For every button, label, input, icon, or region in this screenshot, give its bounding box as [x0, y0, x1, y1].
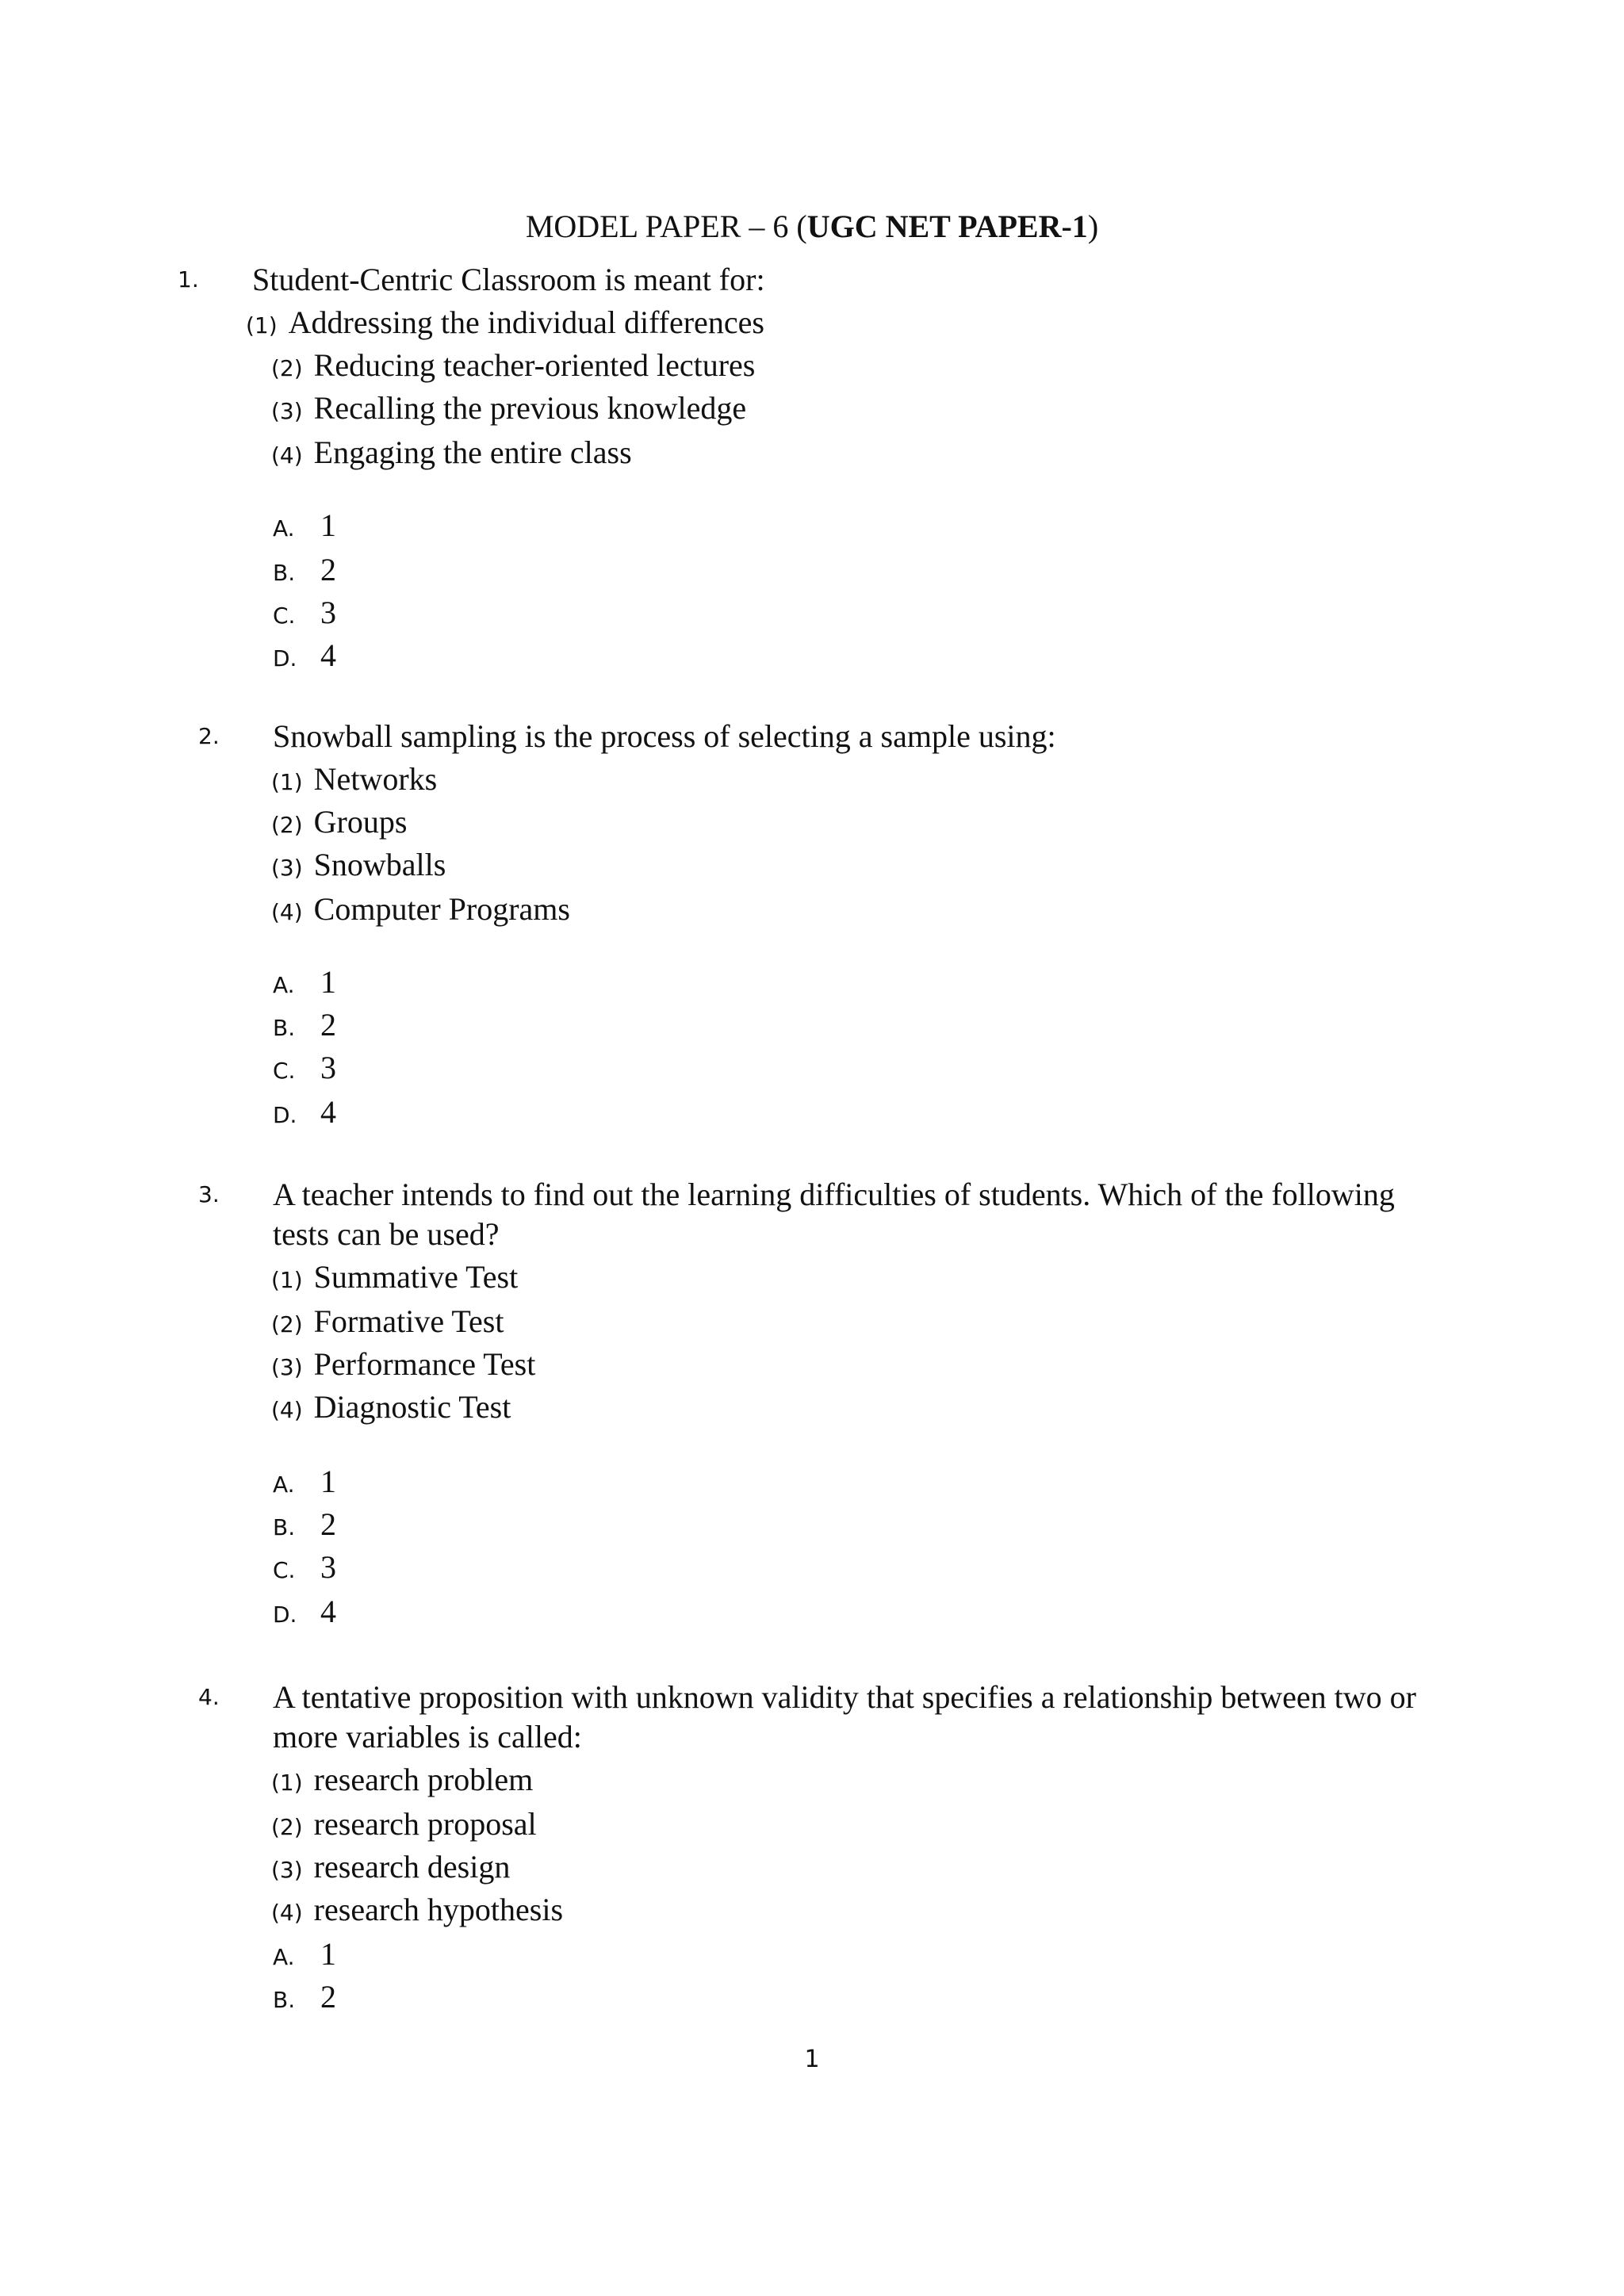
- answer-choice: [273, 504, 336, 550]
- answer-label: C.: [273, 603, 296, 629]
- answer-choice: [273, 591, 336, 637]
- answer-text: 4: [320, 637, 336, 673]
- option-text: research proposal: [313, 1806, 537, 1842]
- option: [271, 801, 407, 847]
- answer-choice: [273, 1590, 336, 1636]
- title-suffix: ): [1087, 209, 1099, 244]
- answer-text: 3: [320, 1549, 336, 1585]
- option: [271, 1386, 511, 1432]
- option-label: (3): [271, 1354, 303, 1380]
- option-text: research problem: [313, 1762, 534, 1797]
- answer-text: 3: [320, 1050, 336, 1085]
- option: [246, 301, 764, 347]
- answer-text: 2: [320, 552, 336, 587]
- title-prefix: MODEL PAPER – 6 (: [525, 209, 807, 244]
- question-text: tests can be used?: [273, 1216, 500, 1252]
- question-text: A teacher intends to find out the learning difficulties of students. Which of the following: [273, 1177, 1395, 1212]
- answer-label: A.: [273, 515, 295, 541]
- question-text: Student-Centric Classroom is meant for:: [252, 262, 765, 297]
- answer-label: B.: [273, 1514, 296, 1540]
- option: [271, 1343, 535, 1389]
- option-label: (2): [271, 355, 303, 381]
- answer-text: 1: [320, 507, 336, 543]
- option: [271, 1803, 537, 1849]
- option-label: (4): [271, 1900, 303, 1926]
- answer-label: B.: [273, 560, 296, 586]
- option: [271, 758, 437, 804]
- question-text: A tentative proposition with unknown validity that specifies a relationship between two or: [273, 1679, 1416, 1715]
- option: [271, 431, 632, 477]
- answer-text: 1: [320, 964, 336, 1000]
- option-text: Formative Test: [313, 1303, 504, 1339]
- option-text: Computer Programs: [313, 891, 570, 927]
- option-text: Addressing the individual differences: [288, 304, 764, 340]
- title-bold: UGC NET PAPER-1: [806, 209, 1088, 244]
- answer-label: A.: [273, 972, 295, 998]
- answer-label: A.: [273, 1471, 295, 1498]
- question-text: more variables is called:: [273, 1719, 582, 1755]
- option: [271, 1758, 533, 1804]
- option: [271, 1888, 563, 1934]
- answer-text: 1: [320, 1464, 336, 1499]
- option-text: research design: [313, 1849, 511, 1885]
- answer-text: 2: [320, 1506, 336, 1542]
- option-text: research hypothesis: [313, 1892, 564, 1927]
- option-label: (4): [271, 442, 303, 469]
- option-label: (1): [271, 1770, 303, 1796]
- page-number: 1: [804, 2045, 820, 2073]
- answer-label: B.: [273, 1987, 296, 2013]
- answer-label: C.: [273, 1058, 296, 1084]
- option-label: (2): [271, 1311, 303, 1337]
- option-text: Summative Test: [313, 1259, 519, 1295]
- answer-choice: [273, 1503, 336, 1549]
- option-label: (4): [271, 899, 303, 925]
- answer-text: 4: [320, 1594, 336, 1629]
- answer-choice: [273, 1933, 336, 1979]
- option-label: (2): [271, 812, 303, 838]
- question-text: Snowball sampling is the process of selecting a sample using:: [273, 718, 1056, 754]
- answer-text: 2: [320, 1007, 336, 1043]
- answer-choice: [273, 1546, 336, 1592]
- option-text: Reducing teacher-oriented lectures: [313, 347, 756, 383]
- option-label: (1): [246, 312, 278, 339]
- option-text: Recalling the previous knowledge: [313, 390, 747, 426]
- option-label: (1): [271, 769, 303, 795]
- option-label: (1): [271, 1267, 303, 1293]
- option: [271, 888, 570, 934]
- question-number: 2.: [198, 723, 220, 749]
- answer-label: C.: [273, 1557, 296, 1583]
- answer-choice: [273, 1976, 336, 2022]
- answer-choice: [273, 1047, 336, 1093]
- option-text: Engaging the entire class: [313, 434, 632, 470]
- answer-choice: [273, 1004, 336, 1050]
- answer-choice: [273, 1091, 336, 1137]
- option: [271, 387, 746, 433]
- option-label: (4): [271, 1397, 303, 1423]
- option: [271, 1846, 510, 1892]
- answer-label: D.: [273, 645, 297, 672]
- answer-label: B.: [273, 1015, 296, 1041]
- question-number: 3.: [198, 1181, 220, 1207]
- question-number: 4.: [198, 1684, 220, 1710]
- option: [271, 844, 446, 890]
- answer-text: 3: [320, 595, 336, 630]
- answer-text: 1: [320, 1936, 336, 1972]
- answer-text: 4: [320, 1094, 336, 1130]
- option-label: (3): [271, 1857, 303, 1883]
- option: [271, 1256, 518, 1302]
- option-text: Diagnostic Test: [313, 1389, 511, 1425]
- option: [271, 344, 755, 390]
- answer-text: 2: [320, 1979, 336, 2015]
- answer-label: A.: [273, 1944, 295, 1970]
- answer-choice: [273, 549, 336, 595]
- answer-choice: [273, 1460, 336, 1506]
- option-label: (3): [271, 398, 303, 424]
- option-text: Networks: [313, 761, 438, 797]
- answer-choice: [273, 961, 336, 1007]
- option-label: (3): [271, 855, 303, 881]
- question-number: 1.: [178, 266, 199, 293]
- option-text: Snowballs: [313, 847, 446, 882]
- option-label: (2): [271, 1814, 303, 1840]
- paper-title: [0, 205, 1624, 249]
- option: [271, 1300, 504, 1346]
- answer-label: D.: [273, 1601, 297, 1628]
- answer-label: D.: [273, 1102, 297, 1128]
- option-text: Performance Test: [313, 1346, 536, 1382]
- option-text: Groups: [313, 804, 408, 840]
- answer-choice: [273, 634, 336, 680]
